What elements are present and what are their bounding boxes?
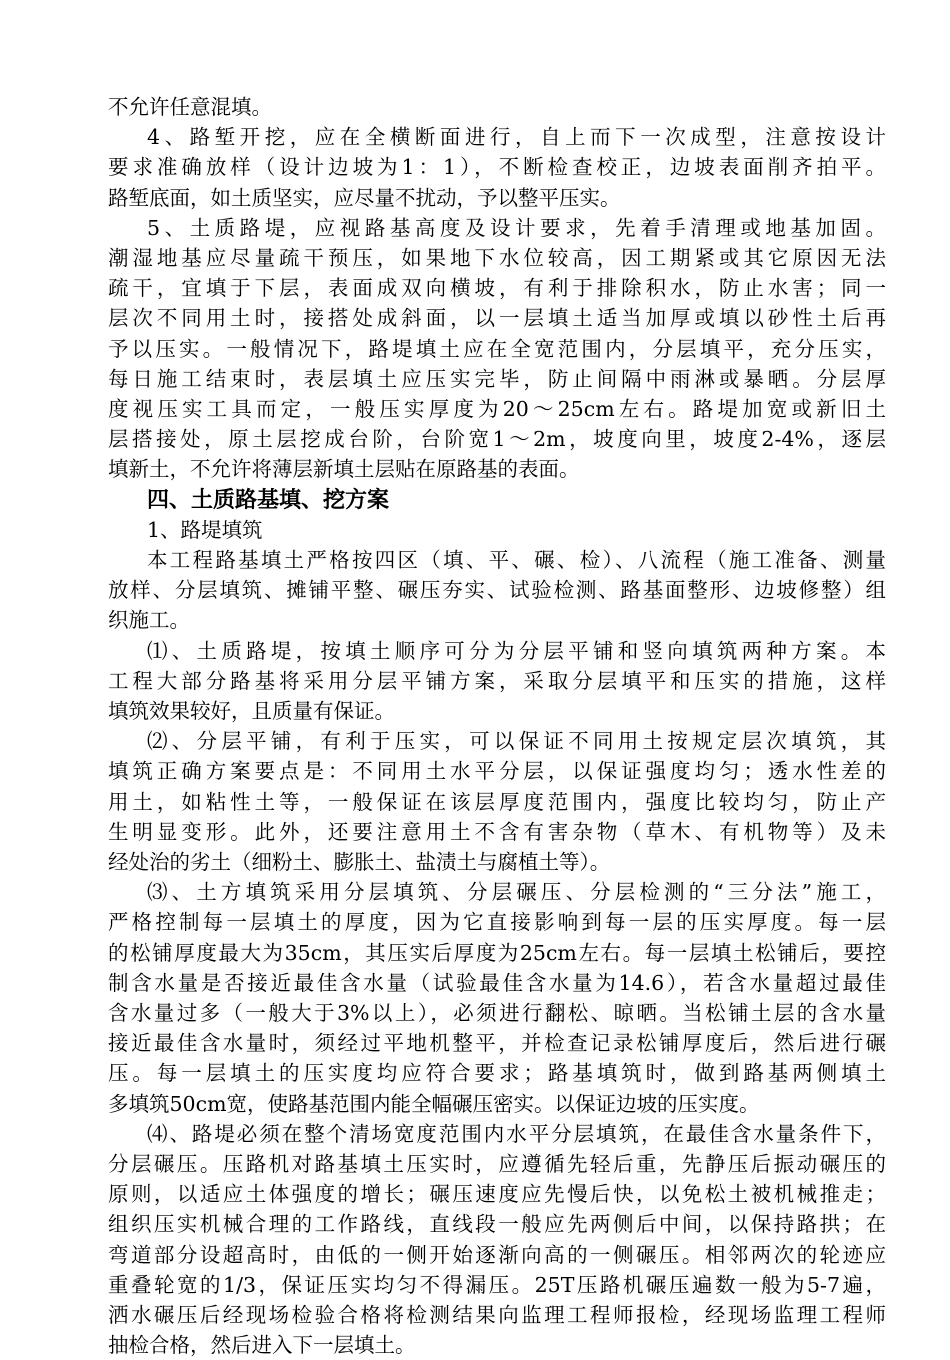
- paragraph-line: 不允许任意混填。: [108, 95, 272, 119]
- paragraph-line: 填筑效果较好，且质量有保证。: [108, 699, 395, 723]
- paragraph-line: 层搭接处，原土层挖成台阶，台阶宽1～2m，坡度向里，坡度2-4%，逐层: [108, 427, 886, 452]
- paragraph-line: ⑴、土质路堤，按填土顺序可分为分层平铺和竖向填筑两种方案。本: [147, 638, 886, 663]
- paragraph-line: 抽检合格，然后进入下一层填土。: [108, 1333, 416, 1358]
- paragraph-line: 织施工。: [108, 608, 190, 633]
- paragraph-line: 严格控制每一层填土的厚度，因为它直接影响到每一层的压实厚度。每一层: [108, 910, 886, 935]
- paragraph-line: 度视压实工具而定，一般压实厚度为20～25cm左右。路堤加宽或新旧土: [108, 397, 886, 421]
- paragraph-line: ⑵、分层平铺，有利于压实，可以保证不同用土按规定层次填筑，其: [147, 729, 886, 754]
- paragraph-line: 含水量过多（一般大于3%以上），必须进行翻松、晾晒。当松铺土层的含水量: [108, 1001, 886, 1025]
- paragraph-line: 工程大部分路基将采用分层平铺方案，采取分层填平和压实的措施，这样: [108, 668, 886, 693]
- paragraph-line: 组织压实机械合理的工作路线，直线段一般应先两侧后中间，以保持路拱；在: [108, 1212, 886, 1237]
- paragraph-line: 5、土质路堤，应视路基高度及设计要求，先着手清理或地基加固。: [147, 215, 886, 240]
- paragraph-line: 制含水量是否接近最佳含水量（试验最佳含水量为14.6），若含水量超过最佳: [108, 970, 886, 995]
- paragraph-line: 路堑底面，如土质坚实，应尽量不扰动，予以整平压实。: [108, 185, 621, 210]
- paragraph-line: 4、路堑开挖，应在全横断面进行，自上而下一次成型，注意按设计: [147, 125, 886, 150]
- paragraph-line: 原则，以适应土体强度的增长；碾压速度应先慢后快，以免松土被机械推走；: [108, 1182, 886, 1207]
- paragraph-line: ⑶、土方填筑采用分层填筑、分层碾压、分层检测的“三分法”施工，: [147, 880, 886, 905]
- subsection-heading: 1、路堤填筑: [147, 517, 263, 542]
- section-heading: 四、土质路基填、挖方案: [147, 486, 390, 513]
- paragraph-line: 层次不同用土时，接搭处成斜面，以一层填土适当加厚或填以砂性土后再: [108, 306, 886, 331]
- paragraph-line: 潮湿地基应尽量疏干预压，如果地下水位较高，因工期紧或其它原因无法: [108, 246, 886, 270]
- paragraph-line: 本工程路基填土严格按四区（填、平、碾、检）、八流程（施工准备、测量: [147, 548, 886, 572]
- paragraph-line: 用土，如粘性土等，一般保证在该层厚度范围内，强度比较均匀，防止产: [108, 789, 886, 814]
- paragraph-line: 分层碾压。压路机对路基填土压实时，应遵循先轻后重，先静压后振动碾压的: [108, 1152, 886, 1176]
- paragraph-line: 填筑正确方案要点是：不同用土水平分层，以保证强度均匀；透水性差的: [108, 759, 886, 784]
- paragraph-line: 予以压实。一般情况下，路堤填土应在全宽范围内，分层填平，充分压实，: [108, 336, 886, 361]
- paragraph-line: 放样、分层填筑、摊铺平整、碾压夯实、试验检测、路基面整形、边坡修整）组: [108, 578, 886, 603]
- paragraph-line: 压。每一层填土的压实度均应符合要求；路基填筑时，做到路基两侧填土: [108, 1061, 886, 1086]
- paragraph-line: 疏干，宜填于下层，表面成双向横坡，有利于排除积水，防止水害；同一: [108, 276, 886, 301]
- paragraph-line: 填新土，不允许将薄层新填土层贴在原路基的表面。: [108, 457, 580, 482]
- paragraph-line: 接近最佳含水量时，须经过平地机整平，并检查记录松铺厚度后，然后进行碾: [108, 1031, 886, 1056]
- paragraph-line: 弯道部分设超高时，由低的一侧开始逐渐向高的一侧碾压。相邻两次的轮迹应: [108, 1242, 886, 1267]
- paragraph-line: 生明显变形。此外，还要注意用土不含有害杂物（草木、有机物等）及未: [108, 819, 886, 844]
- paragraph-line: 的松铺厚度最大为35cm，其压实后厚度为25cm左右。每一层填土松铺后，要控: [108, 940, 886, 965]
- paragraph-line: 要求准确放样（设计边坡为1：1），不断检查校正，边坡表面削齐拍平。: [108, 155, 886, 180]
- paragraph-line: 每日施工结束时，表层填土应压实完毕，防止间隔中雨淋或暴晒。分层厚: [108, 366, 886, 391]
- paragraph-line: 洒水碾压后经现场检验合格将检测结果向监理工程师报检，经现场监理工程师: [108, 1303, 886, 1327]
- paragraph-line: 重叠轮宽的1/3，保证压实均匀不得漏压。25T压路机碾压遍数一般为5-7遍，: [108, 1272, 886, 1297]
- paragraph-line: 经处治的劣土（细粉土、膨胀土、盐渍土与腐植土等）。: [108, 850, 611, 874]
- paragraph-line: ⑷、路堤必须在整个清场宽度范围内水平分层填筑，在最佳含水量条件下，: [147, 1121, 886, 1146]
- paragraph-line: 多填筑50cm宽，使路基范围内能全幅碾压密实。以保证边坡的压实度。: [108, 1091, 760, 1116]
